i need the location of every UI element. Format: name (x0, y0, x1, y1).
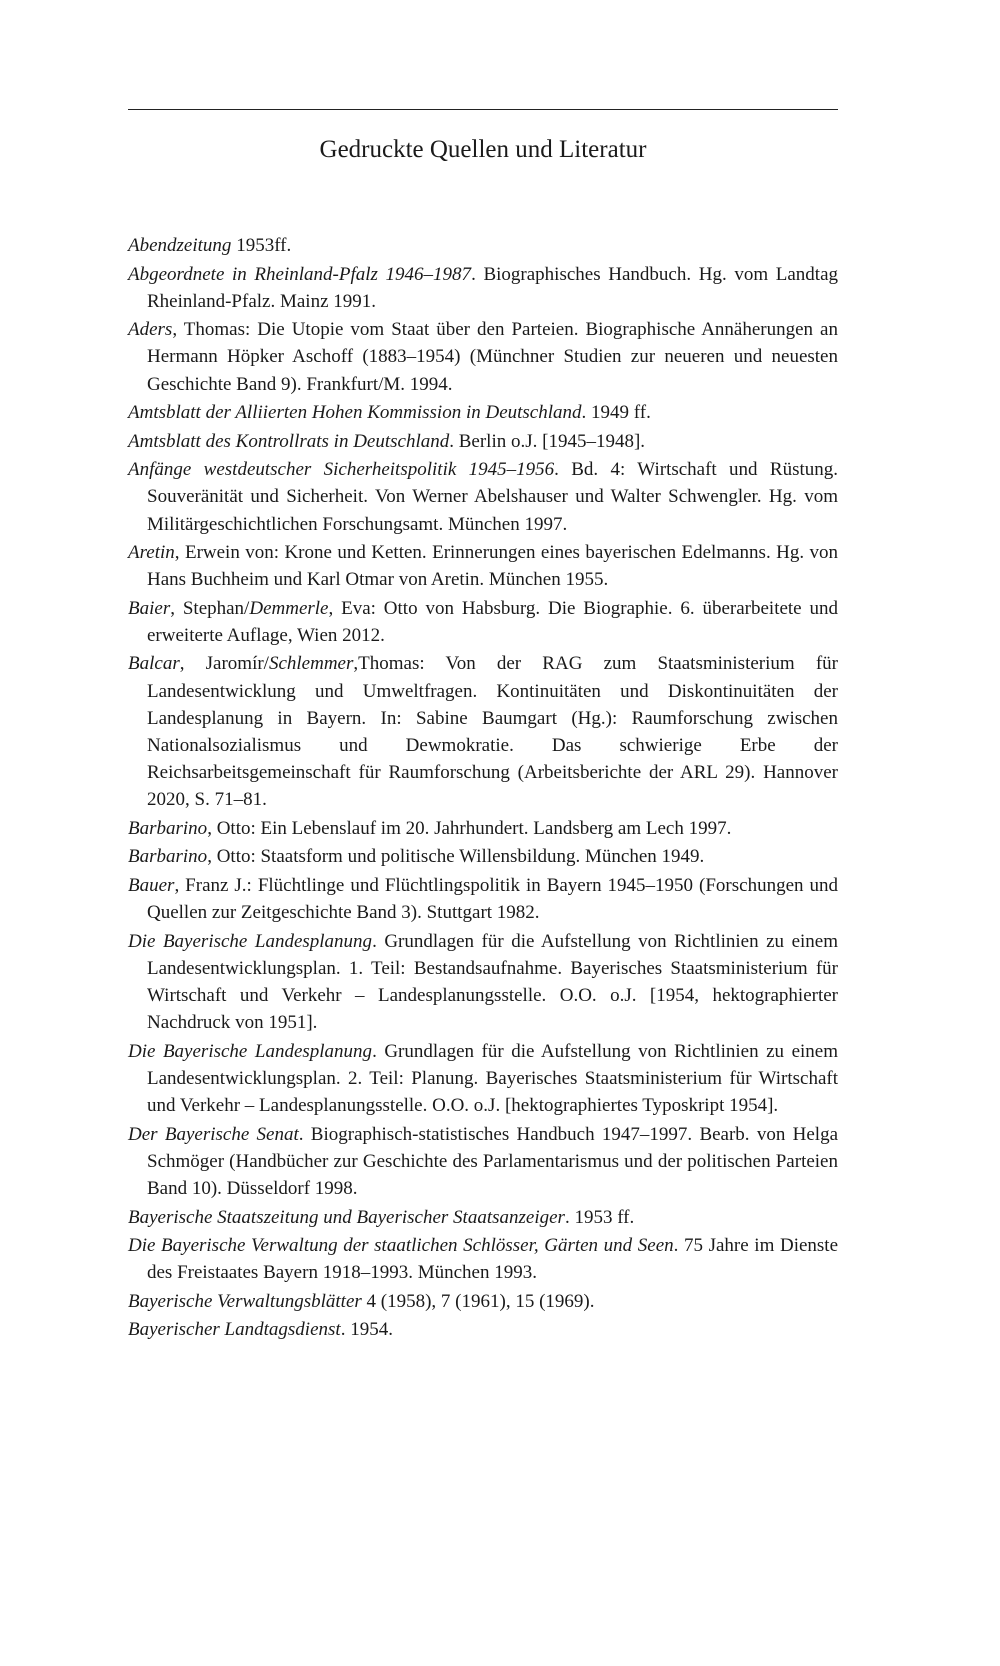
entry-coauthor: Schlemmer (268, 653, 354, 675)
bibliography-entry (128, 815, 838, 842)
bibliography-entry (128, 316, 838, 398)
entry-author: Balcar (128, 653, 180, 675)
entry-author: Baier (128, 597, 171, 619)
bibliography-entry (128, 428, 838, 455)
entry-title: Die Bayerische Verwaltung der staatlichen Schlösser, Gärten und Seen (128, 1235, 674, 1257)
entry-text: 4 (1958), 7 (1961), 15 (1969). (361, 1290, 595, 1312)
bibliography-entry (128, 232, 838, 259)
bibliography-entry (128, 928, 838, 1037)
entry-title: Abgeordnete in Rheinland-Pfalz 1946–1987 (128, 263, 472, 285)
entry-coauthor: Demmerle (249, 597, 329, 619)
entry-title: Aders (128, 319, 173, 341)
entry-text: . 75 Jahre im Dienste des Freistaates Bayern 1918–1993. München 1993. (147, 1235, 839, 1284)
entry-title: Amtsblatt des Kontrollrats in Deutschland (128, 430, 450, 452)
entry-text: . Biographisches Handbuch. Hg. vom Landtag Rheinland-Pfalz. Mainz 1991. (147, 263, 838, 312)
entry-text: . 1953 ff. (564, 1206, 635, 1228)
bibliography-list (128, 232, 838, 1345)
entry-text: . 1954. (340, 1319, 393, 1341)
entry-text: , Erwein von: Krone und Ketten. Erinnerungen eines bayerischen Edelmanns. Hg. von Hans Buchheim und Karl Otmar von Aretin. München 1955. (147, 542, 838, 591)
bibliography-entry (128, 261, 838, 315)
entry-title: Amtsblatt der Alliierten Hohen Kommission in Deutschland (128, 402, 582, 424)
entry-text: , Thomas: Die Utopie vom Staat über den Parteien. Biographische Annäherungen an Hermann Höpker Aschoff (1883–1954) (Münchner Studien zur neueren und neuesten Geschichte Band 9). Frankfurt/M. 1994. (147, 319, 838, 395)
bibliography-entry (128, 1204, 838, 1231)
entry-text: , Jaromír/ (179, 653, 269, 675)
bibliography-entry (128, 399, 838, 426)
bibliography-entry (128, 650, 838, 813)
entry-title: Der Bayerische Senat (128, 1123, 299, 1145)
entry-author: Bauer (128, 874, 175, 896)
entry-title: Bayerische Verwaltungsblätter (128, 1290, 362, 1312)
entry-title: Bayerischer Landtagsdienst (128, 1319, 341, 1341)
entry-text: , Otto: Ein Lebenslauf im 20. Jahrhundert. Landsberg am Lech 1997. (207, 817, 732, 839)
entry-text: 1953ff. (231, 235, 292, 256)
bibliography-entry (128, 872, 838, 926)
entry-text: , Otto: Staatsform und politische Willensbildung. München 1949. (207, 846, 705, 868)
entry-text: . Grundlagen für die Aufstellung von Richtlinien zu einem Landesentwicklungsplan. 2. Teil: Planung. Bayerisches Staatsministerium für Wirtschaft und Verkehr – Landesplanungsstelle. O.O. o.J. [hektographiertes Typoskript 1954]. (147, 1040, 839, 1117)
entry-text: . Grundlagen für die Aufstellung von Richtlinien zu einem Landesentwicklungsplan. 1. Teil: Bestandsaufnahme. Bayerisches Staatsministerium für Wirtschaft und Verkehr – Landesplanungsstelle. O.O. o.J. [1954, hektographierter Nachdruck von 1951]. (147, 930, 839, 1034)
bibliography-entry (128, 456, 838, 538)
entry-text: . 1949 ff. (581, 402, 651, 424)
entry-title: Aretin (128, 542, 175, 564)
entry-title: Bayerische Staatszeitung und Bayerischer Staatsanzeiger (128, 1206, 565, 1228)
bibliography-entry (128, 595, 838, 649)
entry-text: , Eva: Otto von Habsburg. Die Biographie. 6. überarbeitete und erweiterte Auflage, Wien 2012. (147, 597, 838, 646)
top-rule (128, 109, 838, 110)
bibliography-entry (128, 1121, 838, 1203)
entry-title: Die Bayerische Landesplanung (128, 930, 373, 952)
entry-text: . Biographisch-statistisches Handbuch 1947–1997. Bearb. von Helga Schmöger (Handbücher zur Geschichte des Parlamentarismus und der politischen Parteien Band 10). Düsseldorf 1998. (147, 1123, 839, 1200)
bibliography-entry (128, 539, 838, 593)
entry-text: . Berlin o.J. [1945–1948]. (449, 430, 646, 452)
entry-title: Die Bayerische Landesplanung (128, 1040, 373, 1062)
entry-title: Abendzeitung (128, 235, 232, 256)
entry-author: Barbarino (128, 817, 208, 839)
entry-text: ,Thomas: Von der RAG zum Staatsministerium für Landesentwicklung und Umweltfragen. Kontinuitäten und Diskontinuitäten der Landesplanung in Bayern. In: Sabine Baumgart (Hg.): Raumforschung zwischen Nationalsozialismus und Dewmokratie. Das schwierige Erbe der Reichsarbeitsgemeinschaft für Raumforschung (Arbeitsberichte der ARL 29). Hannover 2020, S. 71–81. (147, 653, 838, 811)
entry-text: . Bd. 4: Wirtschaft und Rüstung. Souveränität und Sicherheit. Von Werner Abelshauser und Walter Schwengler. Hg. vom Militärgeschichtlichen Forschungsamt. München 1997. (147, 459, 838, 535)
page-heading: Gedruckte Quellen und Literatur (319, 136, 647, 163)
bibliography-entry (128, 843, 838, 870)
entry-text: , Stephan/ (170, 597, 250, 619)
entry-author: Barbarino (128, 846, 208, 868)
bibliography-entry (128, 1232, 838, 1286)
entry-title: Anfänge westdeutscher Sicherheitspolitik 1945–1956 (128, 459, 555, 481)
bibliography-entry (128, 1316, 838, 1343)
bibliography-entry (128, 1288, 838, 1315)
bibliography-entry (128, 1038, 838, 1120)
entry-text: , Franz J.: Flüchtlinge und Flüchtlingspolitik in Bayern 1945–1950 (Forschungen und Quellen zur Zeitgeschichte Band 3). Stuttgart 1982. (147, 874, 838, 924)
